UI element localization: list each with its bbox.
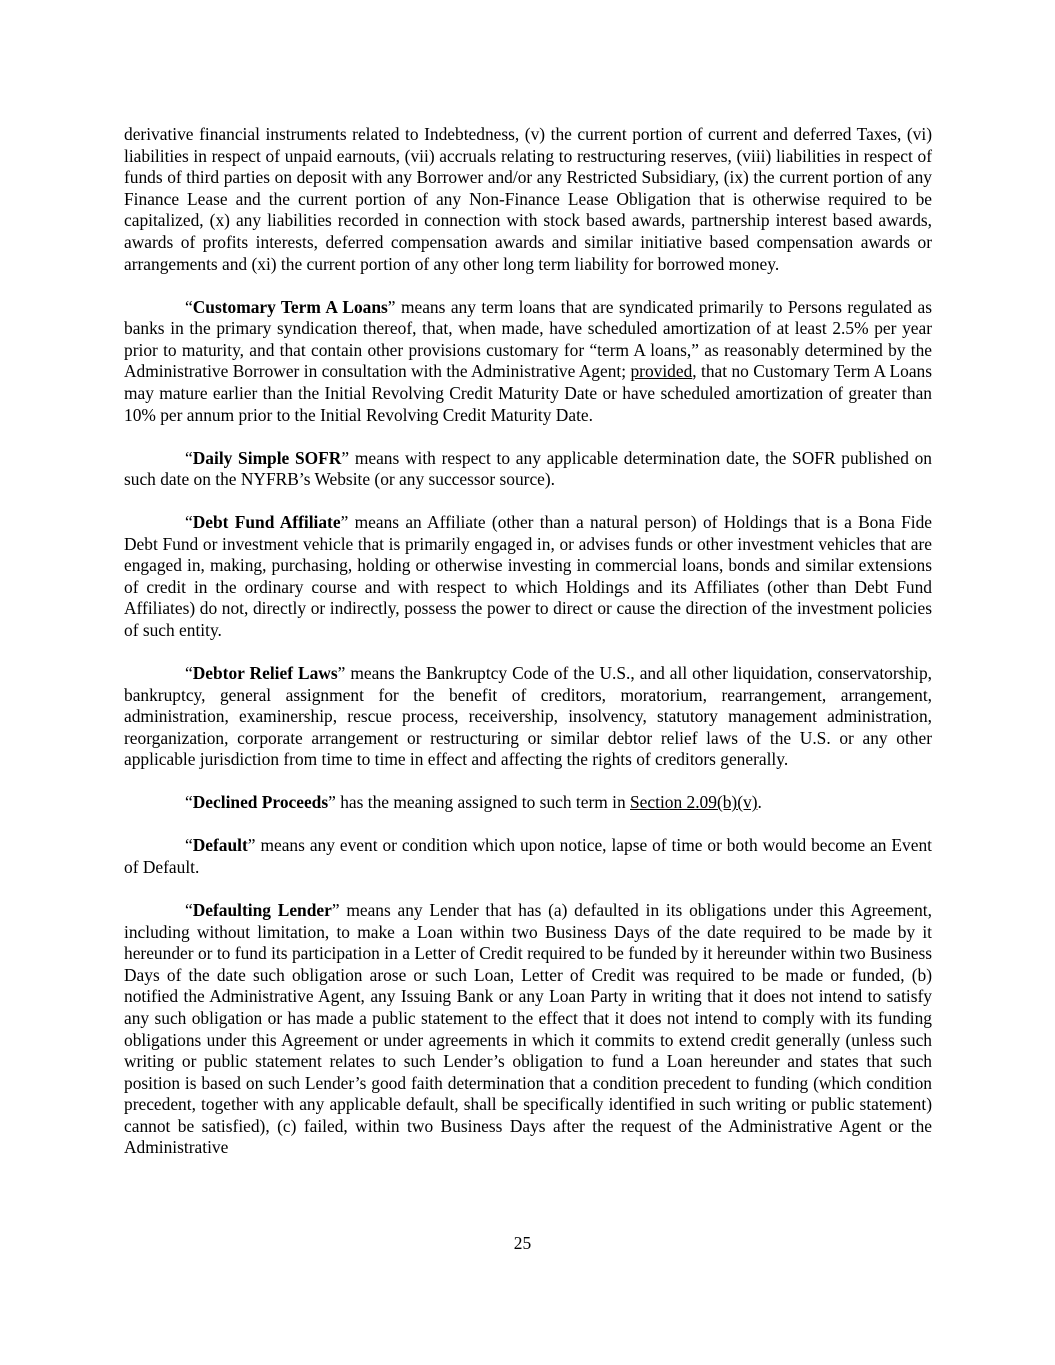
definition-text: means an Affiliate (other than a natural person) of Holdings that is a Bona Fide Debt Fund or investment vehicle that is primarily engaged in, or advises funds or other investment vehicles that are engaged in, making, purchasing, holding or otherwise investing in commercial loans, bonds and similar extensions of credit in the ordinary course and with respect to which Holdings and its Affiliates (other than Debt Fund Affiliates) do not, directly or indirectly, possess the power to direct or cause the direction of the investment policies of such entity. [124,512,932,641]
definition-text-continued: , that no Customary Term A Loans may mature earlier than the Initial Revolving Credit Maturity Date or have scheduled amortization of greater than 10% per annum prior to the Initial Revolving Credit Maturity Date. [124,361,932,425]
open-quote: “ [185,512,193,533]
open-quote: “ [185,792,193,813]
close-quote: ” [387,296,396,317]
close-quote: ” [340,512,349,533]
defined-term: Debt Fund Affiliate [192,512,341,533]
definition-text: means the Bankruptcy Code of the U.S., and all other liquidation, conservatorship, bankruptcy, general assignment for the benefit of creditors, moratorium, rearrangement, arrangement, administration, examinership, rescue process, receivership, insolvency, statutory management administration, reorganization, corporate arrangement or restructuring or similar debtor relief laws of the U.S. or any other applicable jurisdiction from time to time in effect and affecting the rights of creditors generally. [124,663,932,770]
open-quote: “ [185,663,193,684]
definition-text: has the meaning assigned to such term in [335,792,630,813]
definition-text: means any Lender that has (a) defaulted in its obligations under this Agreement, including without limitation, to make a Loan within two Business Days of the date required to be made by it hereunder or to fund its participation in a Letter of Credit required to be funded by it hereunder within two Business Days of the date such obligation arose or such Loan, Letter of Credit was required to be made or funded, (b) notified the Administrative Agent, any Issuing Bank or any Loan Party in writing that it does not intend to satisfy any such obligation or has made a public statement to the effect that it does not intend to comply with its funding obligations under this Agreement or under agreements in which it commits to extend credit generally (unless such writing or public statement relates to such Lender’s obligation to fund a Loan hereunder and states that such position is based on such Lender’s good faith determination that a condition precedent to funding (which condition precedent, together with any applicable default, shall be specifically identified in such writing or public statement) cannot be satisfied), (c) failed, within two Business Days after the request of the Administrative Agent or the Administrative [124,899,932,1158]
definition-declined-proceeds [124,792,932,814]
definition-debt-fund-affiliate [124,512,932,642]
close-quote: ” [337,663,346,684]
definition-defaulting-lender [124,900,932,1159]
defined-term: Daily Simple SOFR [192,447,342,468]
defined-term: Defaulting Lender [192,899,332,920]
definition-text: means any term loans that are syndicated primarily to Persons regulated as banks in the primary syndication thereof, that, when made, have scheduled amortization of at least 2.5% per year prior to maturity, and that contain other provisions customary for “term A loans,” as reasonably determined by the Administrative Borrower in consultation with the Administrative Agent; [124,296,933,382]
defined-term: Default [192,835,248,856]
definition-default [124,835,932,878]
underlined-proviso: provided [630,361,693,382]
close-quote: ” [341,447,350,468]
definition-text: means any event or condition which upon notice, lapse of time or both would become an Event of Default. [124,835,932,877]
close-quote: ” [247,835,256,856]
definition-daily-simple-sofr [124,448,932,491]
definition-text-continued: . [757,792,762,813]
definition-debtor-relief-laws [124,663,932,771]
defined-term: Declined Proceeds [192,792,329,813]
open-quote: “ [185,899,193,920]
open-quote: “ [185,835,193,856]
section-cross-reference: Section 2.09(b)(v) [630,792,758,813]
close-quote: ” [328,792,336,813]
intro-paragraph: derivative financial instruments related to Indebtedness, (v) the current portion of current and deferred Taxes, (vi) liabilities in respect of unpaid earnouts, (vii) accruals relating to restructuring reserves, (viii) liabilities in respect of funds of third parties on deposit with any Borrower and/or any Restricted Subsidiary, (ix) the current portion of any Finance Lease and the current portion of any Non-Finance Lease Obligation that is otherwise required to be capitalized, (x) any liabilities recorded in connection with stock based awards, partnership interest based awards, awards of profits interests, deferred compensation awards and similar initiative based compensation awards or arrangements and (xi) the current portion of any other long term liability for borrowed money. [124,124,932,274]
defined-term: Debtor Relief Laws [192,663,338,684]
open-quote: “ [185,447,193,468]
close-quote: ” [331,899,340,920]
definition-text: means with respect to any applicable determination date, the SOFR published on such date on the NYFRB’s Website (or any successor source). [124,447,933,490]
definition-customary-term-a-loans [124,297,932,427]
open-quote: “ [185,296,193,317]
page-number: 25 [513,1233,532,1253]
defined-term: Customary Term A Loans [192,296,388,317]
document-page [124,124,932,1180]
